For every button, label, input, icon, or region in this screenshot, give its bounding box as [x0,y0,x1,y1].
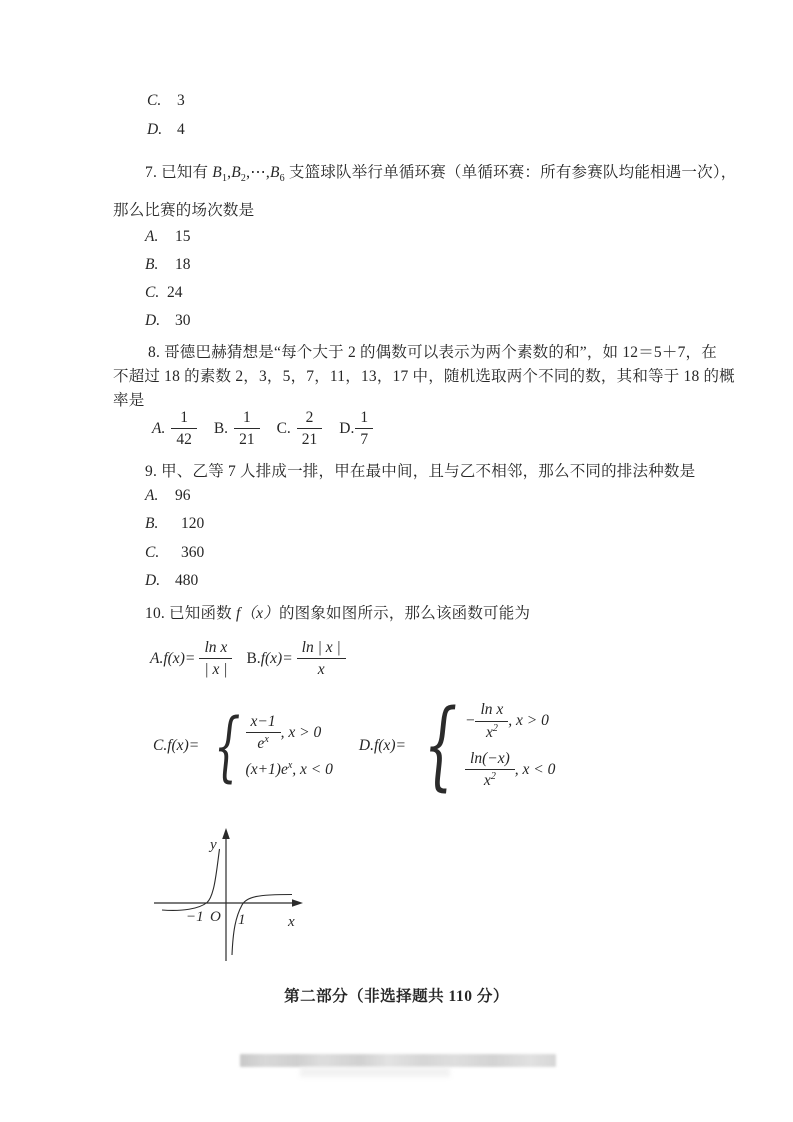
blurred-watermark-smear [300,1067,450,1077]
q7-option-d [145,312,191,330]
option-value: 30 [175,312,191,329]
q9-option-b [145,515,204,533]
q7-option-a [145,228,191,246]
formula-lhs: f(x)= [167,736,200,754]
option-letter: C. [276,419,291,437]
condition: , x < 0 [292,761,333,779]
question-8-line-2: 不超过 18 的素数 2，3，5，7，11，13，17 中，随机选取两个不同的数，其和等于 18 的概 [113,368,735,385]
option-letter: C. [153,736,168,754]
formula-lhs: f(x)= [163,649,196,667]
condition: , x > 0 [280,723,322,741]
fraction-numerator: 1 [355,408,373,429]
tick-label-1: 1 [238,912,246,928]
q8-options [152,408,373,450]
q8-option-c [277,408,323,450]
fraction-numerator: 2 [297,408,323,429]
fraction-denominator [246,733,281,754]
option-value: 3 [177,92,185,109]
option-value: 15 [175,228,191,245]
piecewise-rows [465,700,555,791]
fraction [246,712,281,754]
formula-lhs: f(x)= [260,649,293,667]
math-sep: , [227,164,232,181]
option-value: 96 [175,487,191,504]
math-var: B [231,164,241,181]
fraction-numerator: ln | x | [297,638,346,659]
q8-option-a [152,408,197,450]
q6-option-c [147,92,185,110]
condition: , x < 0 [514,761,556,779]
den-base: x [485,723,493,741]
fraction-numerator: ln(−x) [465,749,515,770]
option-value: 120 [181,515,205,532]
option-letter: D. [145,572,161,589]
q9-option-c [145,544,204,562]
q10-option-a [150,638,232,680]
fraction [475,700,508,742]
den-sup: 2 [492,722,498,734]
option-letter: C. [147,92,162,109]
left-brace: { [423,689,458,801]
minus-sign: − [465,712,476,730]
fraction-denominator [465,770,515,791]
option-letter: B. [213,419,229,437]
piecewise-row-2 [246,760,333,779]
fraction [297,638,346,680]
x-axis-arrow-icon [292,899,303,907]
fraction-numerator: x−1 [246,712,281,733]
q10-option-b [246,638,345,680]
fraction [355,408,373,450]
fraction-denominator: | x | [204,661,228,679]
fraction [234,408,260,450]
expr-sup: x [287,760,293,772]
condition: , x > 0 [508,712,549,730]
fraction [297,408,323,450]
q8-option-b [214,408,260,450]
question-7-line-1 [113,160,737,184]
left-brace: { [214,700,241,790]
q6-option-d [147,121,185,139]
math-sub: 2 [240,173,247,185]
y-axis-label: y [210,837,217,853]
question-text: 10. 已知函数 [145,605,236,622]
expr-base: (x+1)e [245,761,288,779]
math-var: B [269,164,280,181]
fraction-numerator: 1 [171,408,197,429]
fraction-numerator: ln x [475,700,508,721]
option-letter: A. [145,487,159,504]
den-sup: 2 [490,771,496,783]
fraction-numerator: 1 [234,408,260,429]
question-text: 的图象如图所示，那么该函数可能为 [278,605,531,622]
option-value: 360 [181,544,205,561]
question-text: 支篮球队举行单循环赛（单循环赛：所有参赛队均能相遇一次）， [284,164,737,181]
piecewise-row-2 [465,749,555,791]
question-number: 7. [145,164,162,181]
blurred-watermark [240,1054,556,1067]
option-letter: B. [246,649,261,667]
option-value: 18 [175,256,191,273]
fraction [465,749,515,791]
q7-option-b [145,256,191,274]
tick-label-neg1: −1 [186,909,204,925]
math-sub: 6 [279,173,285,185]
q9-option-d [145,572,198,590]
option-value: 4 [177,121,185,138]
option-letter: C. [145,284,160,301]
fraction-denominator: 21 [301,431,318,449]
option-letter: D. [358,736,374,754]
option-letter: D. [147,121,163,138]
math-fx: f（x） [235,605,279,622]
question-9-line-1: 9. 甲、乙等 7 人排成一排，甲在最中间，且与乙不相邻，那么不同的排法种数是 [145,463,696,480]
fraction [199,638,232,680]
math-sub: 1 [221,173,228,185]
fraction-denominator [475,722,508,743]
option-value: 24 [167,284,183,301]
formula-lhs: f(x)= [373,736,406,754]
math-var: B [212,164,222,181]
q9-option-a [145,487,191,505]
function-graph [150,823,332,975]
question-text: 已知有 [161,164,213,181]
question-7-line-2: 那么比赛的场次数是 [113,202,255,219]
question-8-line-1: 8. 哥德巴赫猜想是“每个大于 2 的偶数可以表示为两个素数的和”，如 12＝5＋7，在 [148,344,717,361]
q10-option-d [358,689,556,801]
fraction-denominator: 21 [239,431,255,449]
option-letter: D. [145,312,161,329]
den-sup: x [264,733,269,745]
origin-label: O [210,909,221,925]
q7-option-c [145,284,183,302]
option-value: 480 [175,572,199,589]
den-base: x [483,772,491,790]
piecewise-row-1 [465,700,555,742]
option-letter: A. [145,228,159,245]
option-letter: A. [150,649,164,667]
part2-heading: 第二部分（非选择题共 110 分） [284,988,509,1005]
fraction-denominator: x [317,661,325,679]
option-letter: D. [339,419,355,437]
den-base: e [257,735,265,753]
question-8-line-3: 率是 [113,392,145,409]
q8-option-d [339,408,373,450]
piecewise-row-1 [246,712,333,754]
fraction-denominator: 42 [176,431,192,449]
fraction [171,408,197,450]
expression [246,760,293,779]
option-letter: A. [152,419,166,437]
x-axis-label: x [288,914,295,930]
q10-options-ab [150,638,346,680]
fraction-numerator: ln x [199,638,232,659]
math-ellipsis: ,⋯, [246,164,270,181]
q10-options-cd [153,689,556,801]
option-letter: B. [145,515,159,532]
curve-left-branch [162,849,220,910]
y-axis-arrow-icon [222,828,230,839]
option-letter: C. [145,544,160,561]
q10-option-c [153,700,333,790]
piecewise-rows [246,712,333,780]
option-letter: B. [145,256,159,273]
fraction-denominator: 7 [360,431,369,449]
question-10-line-1 [113,601,530,623]
